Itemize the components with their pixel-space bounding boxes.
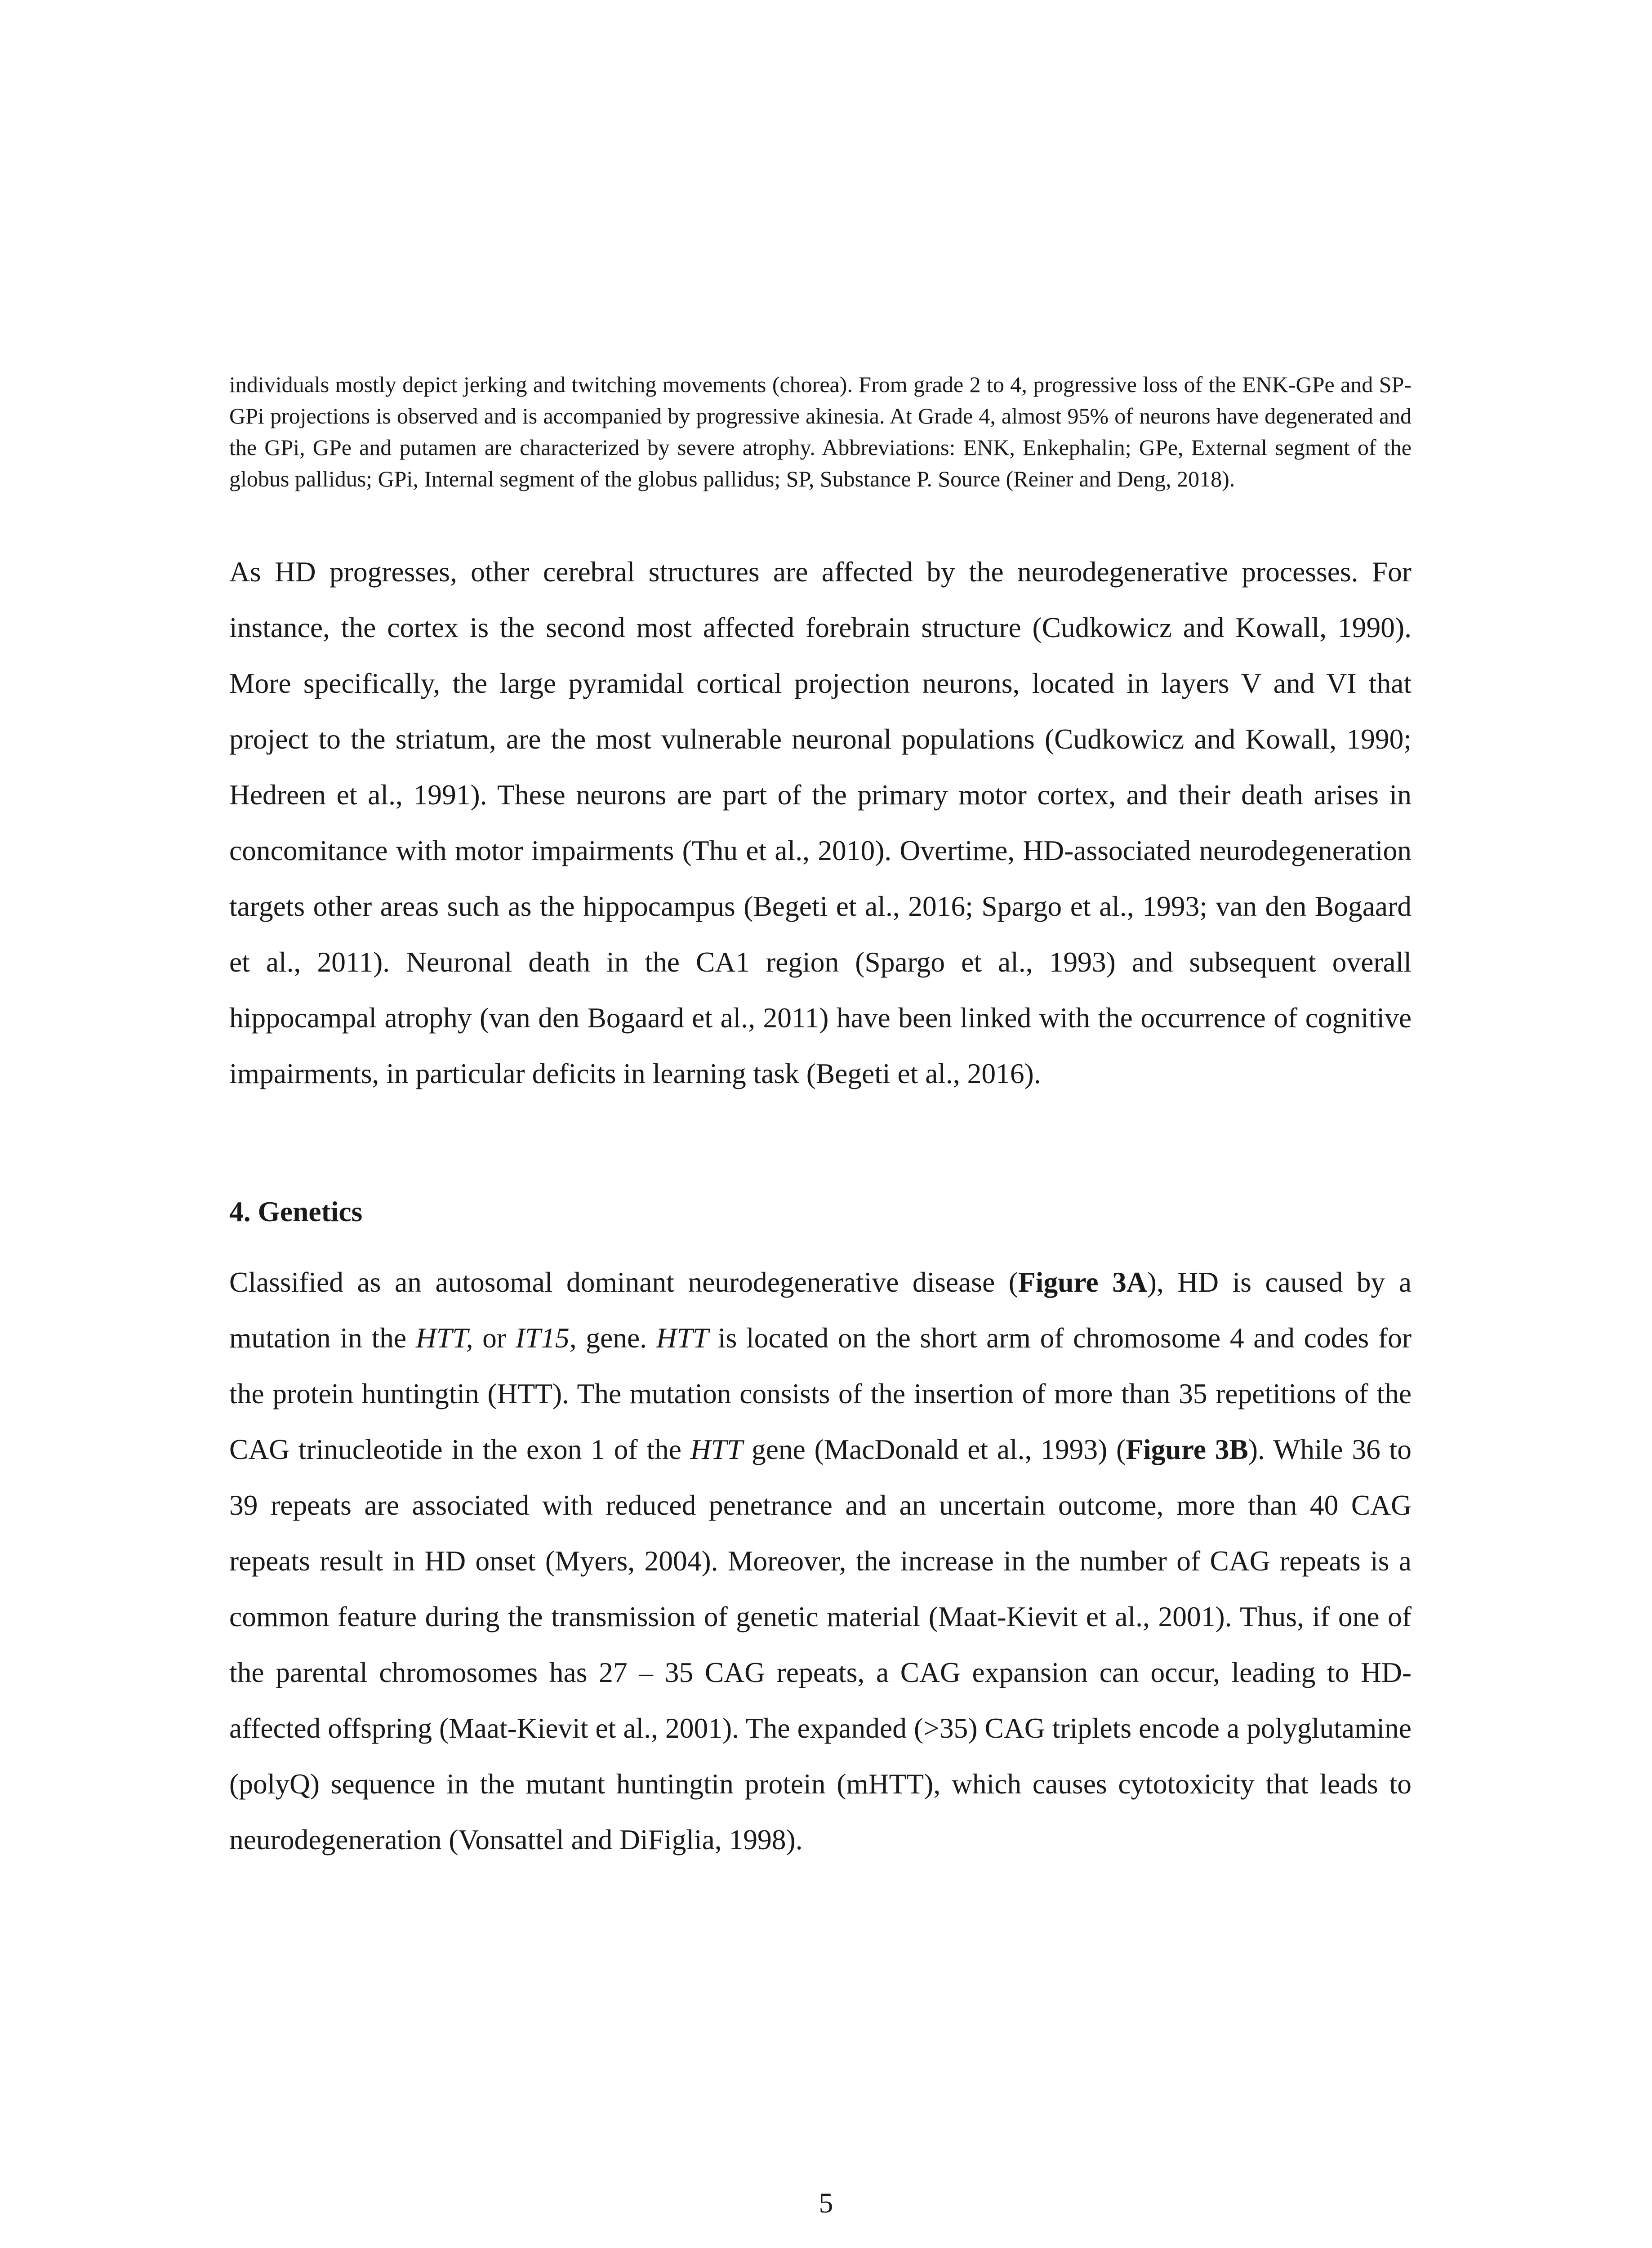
body-paragraph-2 — [229, 1254, 1412, 1868]
figure-caption-continuation — [229, 369, 1412, 495]
text-run: Classified as an autosomal dominant neurodegenerative disease ( — [229, 1266, 1018, 1298]
figure-reference: Figure 3A — [1018, 1266, 1147, 1298]
text-run: gene (MacDonald et al., 1993) ( — [743, 1433, 1126, 1465]
gene-name: IT15, — [515, 1322, 577, 1354]
gene-name: HTT — [690, 1433, 743, 1465]
section-heading: 4. Genetics — [229, 1195, 363, 1227]
text-run: ), HD is caused by a mutation in the — [229, 1266, 1412, 1354]
gene-name: HTT — [656, 1322, 709, 1354]
text-run: is located on the short arm of chromosome 4 and codes for the protein huntingtin (HTT). The mutation consists of the insertion of more than 35 repetitions of the CAG trinucleotide in the exon 1 of the — [229, 1322, 1412, 1465]
gene-name: HTT, — [415, 1322, 473, 1354]
caption-text: individuals mostly depict jerking and twitching movements (chorea). From grade 2 to 4, progressive loss of the ENK-GPe and SP-GPi projections is observed and is accompanied by progressive akinesia. At Grade 4, almost 95% of neurons have degenerated and the GPi, GPe and putamen are characterized by severe atrophy. Abbreviations: ENK, Enkephalin; GPe, External segment of the globus pallidus; GPi, Internal segment of the globus pallidus; SP, Substance P. Source (Reiner and Deng, 2018). — [229, 372, 1412, 491]
figure-reference: Figure 3B — [1126, 1433, 1248, 1465]
text-run: ). While 36 to 39 repeats are associated with reduced penetrance and an uncertain outcome, more than 40 CAG repeats result in HD onset (Myers, 2004). Moreover, the increase in the number of CAG repeats is a common feature during the transmission of genetic material (Maat-Kievit et al., 2001). Thus, if one of the parental chromosomes has 27 – 35 CAG repeats, a CAG expansion can occur, leading to HD-affected offspring (Maat-Kievit et al., 2001). The expanded (>35) CAG triplets encode a polyglutamine (polyQ) sequence in the mutant huntingtin protein (mHTT), which causes cytotoxicity that leads to neurodegeneration (Vonsattel and DiFiglia, 1998). — [229, 1433, 1412, 1855]
paragraph-text — [229, 1254, 1412, 1868]
text-run: or — [473, 1322, 516, 1354]
text-run: gene. — [576, 1322, 656, 1354]
body-paragraph-1 — [229, 544, 1412, 1102]
paragraph-text: As HD progresses, other cerebral structures are affected by the neurodegenerative processes. For instance, the cortex is the second most affected forebrain structure (Cudkowicz and Kowall, 1990). More specifically, the large pyramidal cortical projection neurons, located in layers V and VI that project to the striatum, are the most vulnerable neuronal populations (Cudkowicz and Kowall, 1990; Hedreen et al., 1991). These neurons are part of the primary motor cortex, and their death arises in concomitance with motor impairments (Thu et al., 2010). Overtime, HD-associated neurodegeneration targets other areas such as the hippocampus (Begeti et al., 2016; Spargo et al., 1993; van den Bogaard et al., 2011). Neuronal death in the CA1 region (Spargo et al., 1993) and subsequent overall hippocampal atrophy (van den Bogaard et al., 2011) have been linked with the occurrence of cognitive impairments, in particular deficits in learning task (Begeti et al., 2016). — [229, 556, 1412, 1089]
page-number: 5 — [819, 2187, 833, 2219]
